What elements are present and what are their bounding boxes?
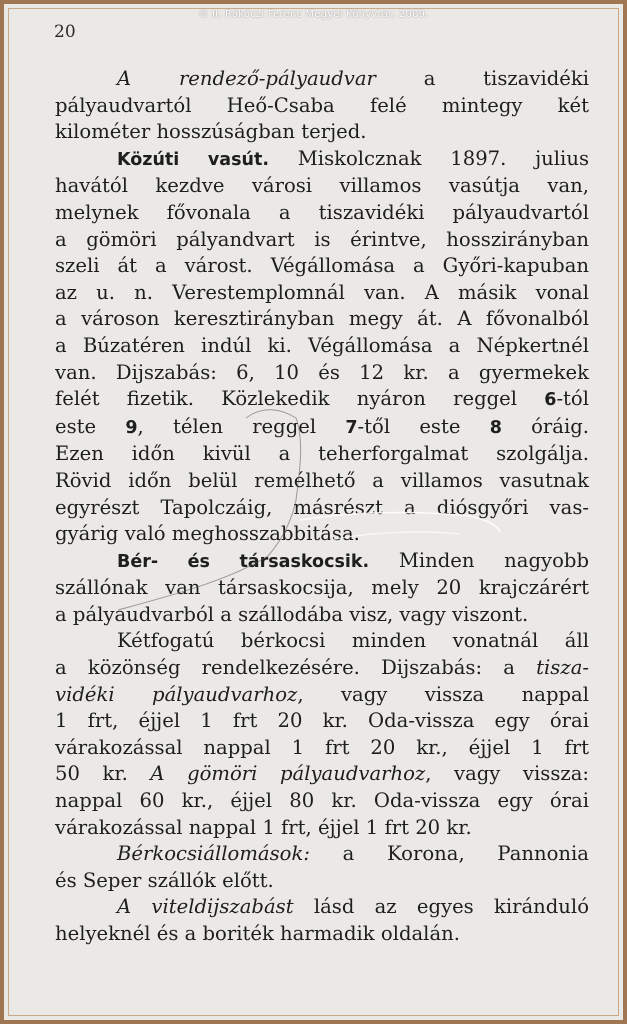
text-line: a Búzatéren indúl ki. Végállomása a Népkertnél [55,333,589,357]
text-line: Kétfogatú bérkocsi minden vonatnál áll [117,629,589,653]
paragraph-ketfogatu-berkocsi [55,628,589,841]
paragraph-viteldijszabast [55,894,589,947]
text-line: felét fizetik. Közlekedik nyáron reggel 6-tól [55,387,589,411]
paragraph-rendezo-palyaudvar [55,66,589,146]
text-line: Bérkocsiállomások: a Korona, Pannonia [117,842,589,866]
paragraph-kozuti-vasut [55,146,589,548]
text-line: a városon keresztirányban megy át. A fővonalból [55,307,589,331]
text-line: Közúti vasút. Miskolcznak 1897. julius [117,146,589,170]
text-line: Bér- és társaskocsik. Minden nagyobb [117,548,589,572]
text-line: 50 kr. A gömöri pályaudvarhoz, vagy vissza: [55,762,589,786]
text-line: vidéki pályaudvarhoz, vagy vissza nappal [55,682,589,706]
page-body [55,66,589,948]
text-line: várakozással nappal 1 frt 20 kr., éjjel 1 frt [55,735,589,759]
text-line: a közönség rendelkezésére. Dijszabás: a tisza- [55,656,589,680]
text-line: nappal 60 kr., éjjel 80 kr. Oda-vissza egy órai [55,789,589,813]
text-line: pályaudvartól Heő-Csaba felé mintegy két [55,93,589,117]
text-line: gyárig való meghosszabbitása. [55,522,360,546]
page-number: 20 [54,22,76,42]
text-line: az u. n. Verestemplomnál van. A másik vonal [55,280,589,304]
text-line: szállónak van társaskocsija, mely 20 krajczárért [55,576,589,600]
text-line: egyrészt Tapolczáig, másrészt a diósgyőri vas- [55,495,589,519]
text-line: Ezen időn kivül a teherforgalmat szolgálja. [55,442,589,466]
text-line: és Seper szállók előtt. [55,868,274,892]
text-line: várakozással nappal 1 frt, éjjel 1 frt 20 kr. [55,815,472,839]
text-line: kilométer hosszúságban terjed. [55,120,367,144]
section-heading: Bér- és társaskocsik. [117,551,370,572]
text-line: a gömöri pályandvart is érintve, hosszirányban [55,227,589,251]
text-line: van. Dijszabás: 6, 10 és 12 kr. a gyermekek [55,360,589,384]
text-line: A rendező-pályaudvar a tiszavidéki [117,67,589,90]
text-line: havától kezdve városi villamos vasútja van, [55,174,589,198]
section-heading: Közúti vasút. [117,149,269,170]
paragraph-ber-es-tarsaskocsik [55,548,589,629]
text-line: este 9, télen reggel 7-től este 8 óráig. [55,414,589,438]
text-line: 1 frt, éjjel 1 frt 20 kr. Oda-vissza egy órai [55,709,589,733]
text-line: a pályaudvarból a szállodába visz, vagy viszont. [55,602,529,626]
text-line: Rövid időn belül remélhető a villamos vasutnak [55,468,589,492]
text-line: helyeknél és a boriték harmadik oldalán. [55,922,460,945]
copyright-watermark: © II. Rákóczi Ferenc Megyei Könyvtár, 2009. [198,9,429,20]
text-line: szeli át a várost. Végállomása a Győri-kapuban [55,254,589,278]
text-line: melynek fővonala a tiszavidéki pályaudvartól [55,200,589,224]
paragraph-berkocsiallomasok [55,841,589,894]
text-line: A viteldijszabást lásd az egyes kiránduló [117,895,589,919]
